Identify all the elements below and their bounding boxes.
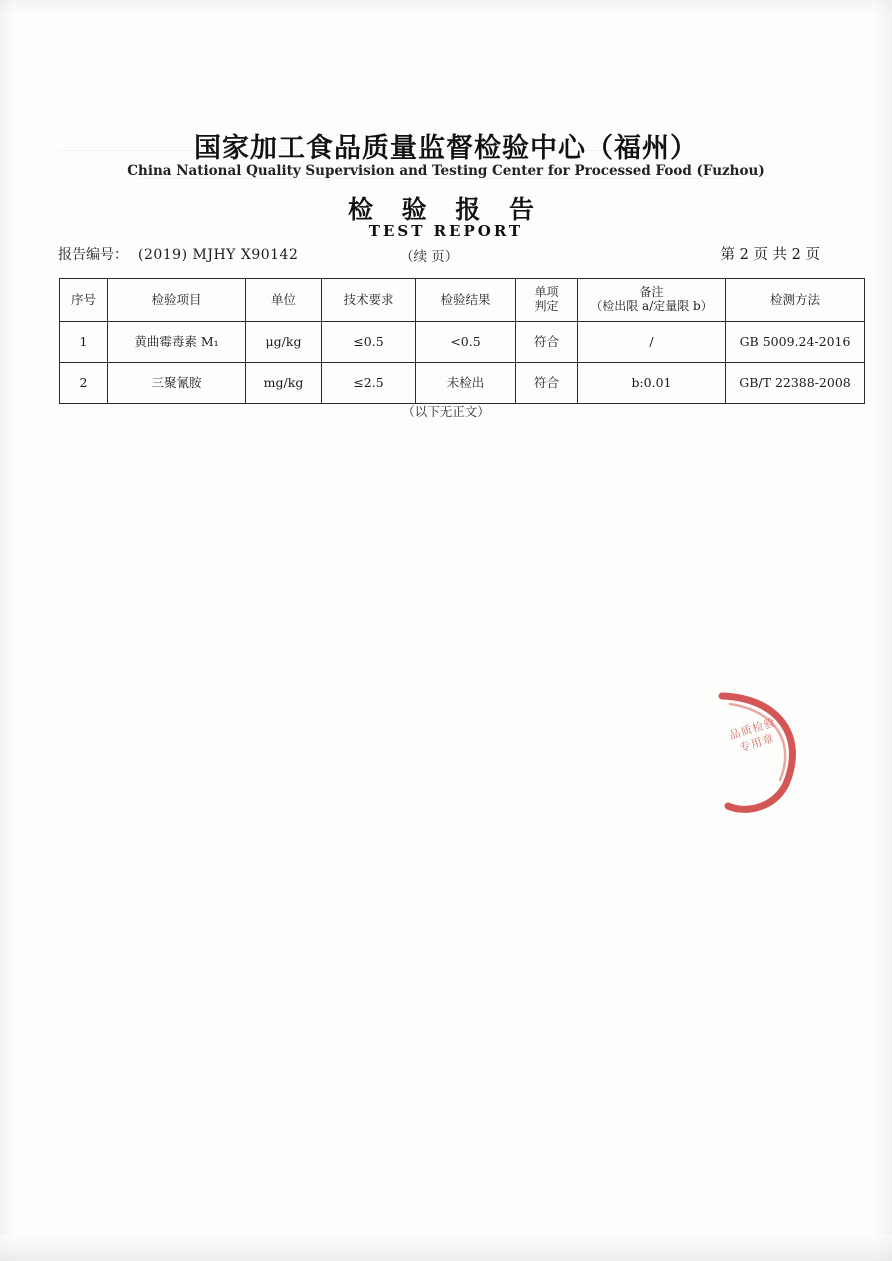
cell-item: 三聚氰胺 [108,363,246,404]
table-row [60,363,865,404]
cell-judgement: 符合 [516,322,578,363]
document-title-cn: 检 验 报 告 [347,195,545,224]
header-requirement: 技术要求 [322,279,416,322]
cell-result: <0.5 [416,322,516,363]
cell-method: GB/T 22388-2008 [726,363,865,404]
no-text-below-note: （以下无正文） [402,404,490,419]
report-number [58,244,298,264]
cell-item: 黄曲霉毒素 M₁ [108,322,246,363]
table-header-row [60,279,865,322]
document-title-en: TEST REPORT [368,222,524,240]
header-judgement [516,279,578,322]
header-item: 检验项目 [108,279,246,322]
report-number-value: (2019) MJHY X90142 [138,247,299,263]
header-result: 检验结果 [416,279,516,322]
cell-requirement: ≤0.5 [322,322,416,363]
cell-result: 未检出 [416,363,516,404]
cell-requirement: ≤2.5 [322,363,416,404]
cell-remark: / [578,322,726,363]
test-results-table [59,278,865,404]
header-no: 序号 [60,279,108,322]
page-indicator: 第 2 页 共 2 页 [720,247,820,263]
header-remark [578,279,726,322]
cell-unit: mg/kg [246,363,322,404]
header-remark-line2: （检出限 a/定量限 b） [590,299,713,313]
official-seal [700,688,820,816]
report-number-label: 报告编号： [58,247,128,263]
seal-arc-icon [700,688,820,816]
cell-unit: μg/kg [246,322,322,363]
organization-title-cn: 国家加工食品质量监督检验中心（福州） [194,133,698,164]
header-judgement-line1: 单项 [534,285,559,300]
scan-edge-top [0,0,892,14]
header-remark-line1: 备注 [639,285,664,300]
header-unit: 单位 [246,279,322,322]
scan-edge-bottom [0,1235,892,1261]
header-judgement-line2: 判定 [534,299,559,313]
header-method: 检测方法 [726,279,865,322]
cell-remark: b:0.01 [578,363,726,404]
organization-title-en: China National Quality Supervision and Testing Center for Processed Food (Fuzhou) [127,163,765,179]
cell-method: GB 5009.24-2016 [726,322,865,363]
seal-text: 品质检验专用章 [727,715,778,755]
cell-judgement: 符合 [516,363,578,404]
table-row [60,322,865,363]
cell-no: 1 [60,322,108,363]
cell-no: 2 [60,363,108,404]
continued-page-label: （续 页） [400,249,459,265]
